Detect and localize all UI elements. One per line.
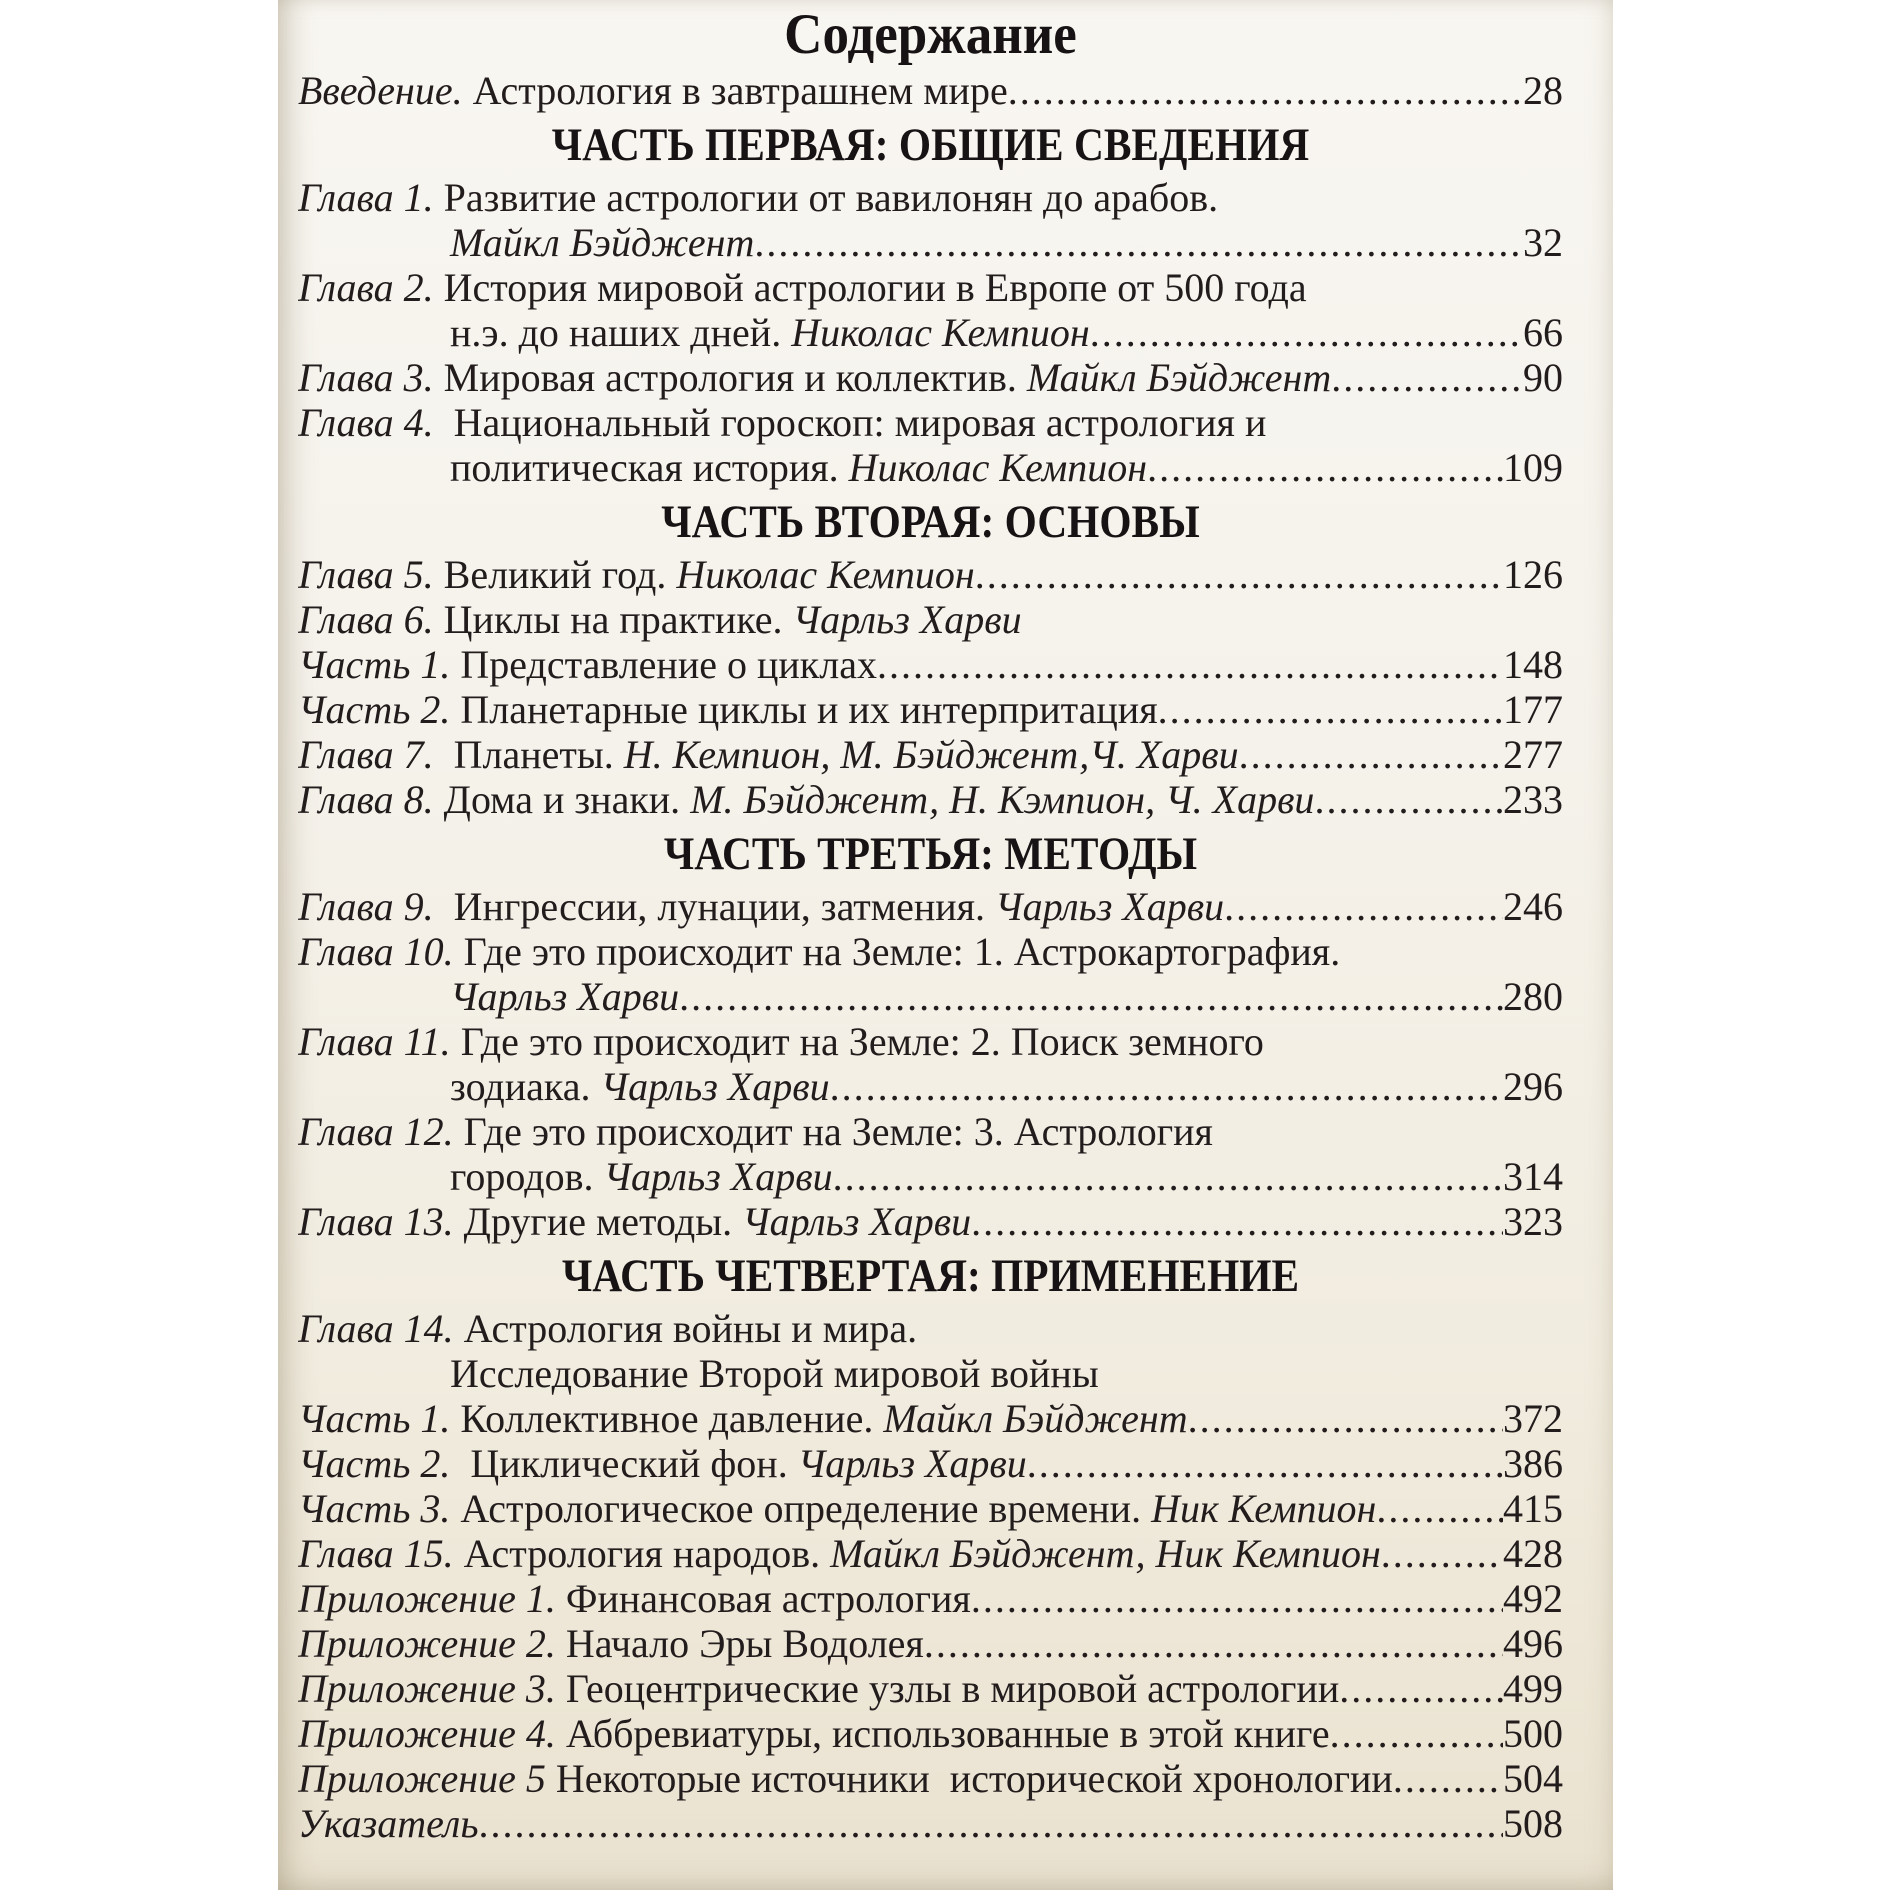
toc-text (298, 1109, 1213, 1154)
toc-segment-italic: Глава 5. (298, 552, 434, 597)
toc-line (298, 1711, 1563, 1756)
page-number: 28 (1523, 68, 1563, 113)
toc-segment: Другие методы. (453, 1199, 743, 1244)
toc-segment-italic: Глава 10. (298, 929, 454, 974)
page-number: 428 (1503, 1531, 1563, 1576)
toc-line (298, 642, 1563, 687)
toc-text (298, 777, 1314, 822)
toc-line (298, 400, 1563, 445)
toc-segment-italic: Часть 3. (298, 1486, 451, 1531)
dot-leader (971, 1576, 1503, 1621)
toc-line (298, 1154, 1563, 1199)
toc-segment-italic: Чарльз Харви (742, 1199, 972, 1244)
toc-segment-italic: Чарльз Харви (995, 884, 1225, 929)
toc-segment: Мировая астрология и коллектив. (433, 355, 1027, 400)
book-page (278, 0, 1613, 1890)
toc-segment: Планеты. (433, 732, 624, 777)
dot-leader (975, 552, 1503, 597)
page-number: 296 (1503, 1064, 1563, 1109)
toc-segment-italic: Глава 2. (298, 265, 434, 310)
toc-segment-italic: Часть 1. (298, 642, 451, 687)
toc-segment-italic: Приложение 5 (298, 1756, 546, 1801)
toc-segment: Великий год. (433, 552, 677, 597)
page-number: 508 (1503, 1801, 1563, 1846)
toc-segment: Астрология войны и мира. (453, 1306, 918, 1351)
toc-text (450, 220, 754, 265)
page-number: 492 (1503, 1576, 1563, 1621)
toc-segment-italic: Ник Кемпион (1151, 1486, 1377, 1531)
toc-segment: Финансовая астрология (555, 1576, 971, 1621)
dot-leader (1314, 777, 1503, 822)
toc-line (298, 687, 1563, 732)
toc-line (298, 1441, 1563, 1486)
page-number: 372 (1503, 1396, 1563, 1441)
toc-segment-italic: Глава 8. (298, 777, 434, 822)
toc-text (298, 1019, 1264, 1064)
page-number: 148 (1503, 642, 1563, 687)
dot-leader (1376, 1486, 1503, 1531)
page-number: 109 (1503, 445, 1563, 490)
toc-segment-italic: Часть 2. (298, 687, 451, 732)
toc-segment-italic: Часть 2. (298, 1441, 451, 1486)
toc-segment-italic: Глава 7. (298, 732, 434, 777)
toc-segment-italic: М. Бэйджент, Н. Кэмпион, Ч. Харви (690, 777, 1315, 822)
toc-segment-italic: Чарльз Харви (603, 1154, 833, 1199)
toc-segment: н.э. до наших дней. (450, 310, 792, 355)
toc-segment-italic: Николас Кемпион (791, 310, 1090, 355)
toc-segment-italic: Глава 4. (298, 400, 434, 445)
toc-segment-italic: Глава 12. (298, 1109, 454, 1154)
toc-segment-italic: Майкл Бэйджент (1026, 355, 1332, 400)
toc-line (298, 1396, 1563, 1441)
toc-line (298, 1109, 1563, 1154)
toc-text (298, 1396, 1188, 1441)
toc-segment: городов. (450, 1154, 604, 1199)
toc-segment-italic: Глава 11. (298, 1019, 451, 1064)
page-number: 126 (1503, 552, 1563, 597)
toc-line (298, 1064, 1563, 1109)
toc-segment: Где это происходит на Земле: 2. Поиск земного (450, 1019, 1264, 1064)
toc-segment: Национальный гороскоп: мировая астрология и (433, 400, 1267, 445)
dot-leader (1008, 68, 1523, 113)
toc-segment-italic: Чарльз Харви (792, 597, 1022, 642)
toc-line (298, 1531, 1563, 1576)
toc-line (298, 1199, 1563, 1244)
toc-text (298, 1666, 1339, 1711)
toc-line (298, 310, 1563, 355)
dot-leader (1147, 445, 1503, 490)
toc-text (298, 1711, 1330, 1756)
page-number: 323 (1503, 1199, 1563, 1244)
toc-segment-italic: Глава 13. (298, 1199, 454, 1244)
toc-text (298, 400, 1266, 445)
toc-segment-italic: Чарльз Харви (450, 974, 680, 1019)
toc-segment-italic: Приложение 2. (298, 1621, 556, 1666)
page-number: 386 (1503, 1441, 1563, 1486)
toc-segment-italic: Николас Кемпион (676, 552, 975, 597)
dot-leader (754, 220, 1523, 265)
dot-leader (971, 1199, 1503, 1244)
toc-segment: Развитие астрологии от вавилонян до арабов. (433, 175, 1219, 220)
toc-segment-italic: Приложение 1. (298, 1576, 556, 1621)
contents-title: Содержание (784, 3, 1077, 66)
toc-text (450, 445, 1147, 490)
toc-text (298, 355, 1331, 400)
toc-segment-italic: Н. Кемпион, М. Бэйджент,Ч. Харви (623, 732, 1239, 777)
toc-segment-italic: Чарльз Харви (600, 1064, 830, 1109)
toc-text (450, 974, 679, 1019)
toc-text (298, 68, 1008, 113)
toc-line (298, 1486, 1563, 1531)
toc-line (298, 68, 1563, 113)
toc-text (298, 929, 1340, 974)
toc-segment: Начало Эры Водолея (555, 1621, 924, 1666)
toc-segment: Астрологическое определение времени. (450, 1486, 1152, 1531)
toc-segment: Планетарные циклы и их интерпритация (450, 687, 1158, 732)
dot-leader (1330, 1711, 1503, 1756)
toc-line (298, 1576, 1563, 1621)
dot-leader (1331, 355, 1523, 400)
toc-text (298, 1801, 479, 1846)
toc-line (298, 552, 1563, 597)
toc-line (298, 1801, 1563, 1846)
toc-line (298, 884, 1563, 929)
toc-text (298, 175, 1218, 220)
toc-text (298, 1199, 971, 1244)
toc-line (298, 1019, 1563, 1064)
dot-leader (1393, 1756, 1503, 1801)
toc-segment: Астрология в завтрашнем мире (462, 68, 1008, 113)
dot-leader (1339, 1666, 1503, 1711)
page-number: 90 (1523, 355, 1563, 400)
toc-text (298, 642, 877, 687)
page-number: 32 (1523, 220, 1563, 265)
toc-line (298, 220, 1563, 265)
page-number: 177 (1503, 687, 1563, 732)
toc-text (298, 884, 1224, 929)
toc-segment: Аббревиатуры, использованные в этой книге (555, 1711, 1330, 1756)
toc-segment: политическая история. (450, 445, 849, 490)
dot-leader (1090, 310, 1523, 355)
toc-segment-italic: Майкл Бэйджент (883, 1396, 1188, 1441)
dot-leader (830, 1064, 1503, 1109)
toc-segment-italic: Майкл Бэйджент (450, 220, 755, 265)
dot-leader (1381, 1531, 1503, 1576)
part-heading: ЧАСТЬ ПЕРВАЯ: ОБЩИЕ СВЕДЕНИЯ (551, 119, 1310, 171)
toc-text (450, 1154, 833, 1199)
toc-segment: Коллективное давление. (450, 1396, 884, 1441)
toc-segment-italic: Приложение 3. (298, 1666, 556, 1711)
toc-text (298, 1621, 924, 1666)
toc-line (298, 1351, 1563, 1396)
page-number: 233 (1503, 777, 1563, 822)
toc-segment-italic: Глава 1. (298, 175, 434, 220)
dot-leader (1224, 884, 1503, 929)
toc-line (298, 355, 1563, 400)
toc-segment: Астрология народов. (453, 1531, 831, 1576)
toc-text (298, 1576, 971, 1621)
toc-segment-italic: Часть 1. (298, 1396, 451, 1441)
toc-line (298, 175, 1563, 220)
toc-segment-italic: Глава 6. (298, 597, 434, 642)
page-number: 504 (1503, 1756, 1563, 1801)
toc-text (298, 1756, 1393, 1801)
toc-line (298, 597, 1563, 642)
toc-segment: Некоторые источники исторической хронологии (545, 1756, 1393, 1801)
toc-line (298, 1756, 1563, 1801)
toc-text (450, 310, 1090, 355)
toc-segment: Дома и знаки. (433, 777, 691, 822)
toc-line (298, 732, 1563, 777)
toc-segment-italic: Майкл Бэйджент, Ник Кемпион (830, 1531, 1381, 1576)
toc-line (298, 265, 1563, 310)
toc-segment-italic: Глава 9. (298, 884, 434, 929)
toc-segment-italic: Приложение 4. (298, 1711, 556, 1756)
toc-segment: Представление о циклах (450, 642, 877, 687)
toc-line (298, 929, 1563, 974)
dot-leader (1188, 1396, 1503, 1441)
part-heading: ЧАСТЬ ЧЕТВЕРТАЯ: ПРИМЕНЕНИЕ (561, 1250, 1300, 1302)
toc-segment: Ингрессии, лунации, затмения. (433, 884, 996, 929)
toc-segment-italic: Глава 15. (298, 1531, 454, 1576)
toc-line (298, 445, 1563, 490)
toc-text (298, 732, 1239, 777)
dot-leader (924, 1621, 1503, 1666)
toc-segment: Циклы на практике. (433, 597, 793, 642)
toc-segment: История мировой астрологии в Европе от 500 года (433, 265, 1307, 310)
toc-segment-italic: Чарльз Харви (797, 1441, 1027, 1486)
toc-text (450, 1064, 830, 1109)
page-number: 500 (1503, 1711, 1563, 1756)
toc-list (298, 68, 1563, 1846)
toc-text (298, 1531, 1381, 1576)
toc-segment: зодиака. (450, 1064, 601, 1109)
toc-line (298, 974, 1563, 1019)
toc-segment: Где это происходит на Земле: 3. Астрология (453, 1109, 1213, 1154)
toc-text (298, 1306, 917, 1351)
page-number: 246 (1503, 884, 1563, 929)
toc-text (298, 1441, 1027, 1486)
dot-leader (877, 642, 1503, 687)
toc-segment: Геоцентрические узлы в мировой астрологии (555, 1666, 1340, 1711)
toc-text (298, 1486, 1376, 1531)
toc-text (298, 552, 975, 597)
toc-text (298, 687, 1158, 732)
page-number: 499 (1503, 1666, 1563, 1711)
page-number: 496 (1503, 1621, 1563, 1666)
toc-text (298, 265, 1307, 310)
toc-segment: Циклический фон. (450, 1441, 798, 1486)
dot-leader (833, 1154, 1503, 1199)
dot-leader (679, 974, 1503, 1019)
toc-segment-italic: Указатель (298, 1801, 479, 1846)
toc-line (298, 1306, 1563, 1351)
dot-leader (479, 1801, 1503, 1846)
toc-text (450, 1351, 1099, 1396)
part-heading: ЧАСТЬ ТРЕТЬЯ: МЕТОДЫ (663, 828, 1198, 880)
page-number: 277 (1503, 732, 1563, 777)
toc-line (298, 777, 1563, 822)
dot-leader (1158, 687, 1503, 732)
part-heading: ЧАСТЬ ВТОРАЯ: ОСНОВЫ (661, 496, 1200, 548)
toc-line (298, 1666, 1563, 1711)
toc-segment: Исследование Второй мировой войны (450, 1351, 1099, 1396)
toc-segment-italic: Глава 3. (298, 355, 434, 400)
toc-segment: Где это происходит на Земле: 1. Астрокартография. (453, 929, 1341, 974)
toc-segment-italic: Николас Кемпион (848, 445, 1148, 490)
toc-segment-italic: Введение. (298, 68, 463, 113)
page-number: 280 (1503, 974, 1563, 1019)
dot-leader (1239, 732, 1503, 777)
toc-segment-italic: Глава 14. (298, 1306, 454, 1351)
toc-line (298, 1621, 1563, 1666)
toc-text (298, 597, 1022, 642)
page-number: 314 (1503, 1154, 1563, 1199)
dot-leader (1027, 1441, 1503, 1486)
page-number: 66 (1523, 310, 1563, 355)
page-number: 415 (1503, 1486, 1563, 1531)
